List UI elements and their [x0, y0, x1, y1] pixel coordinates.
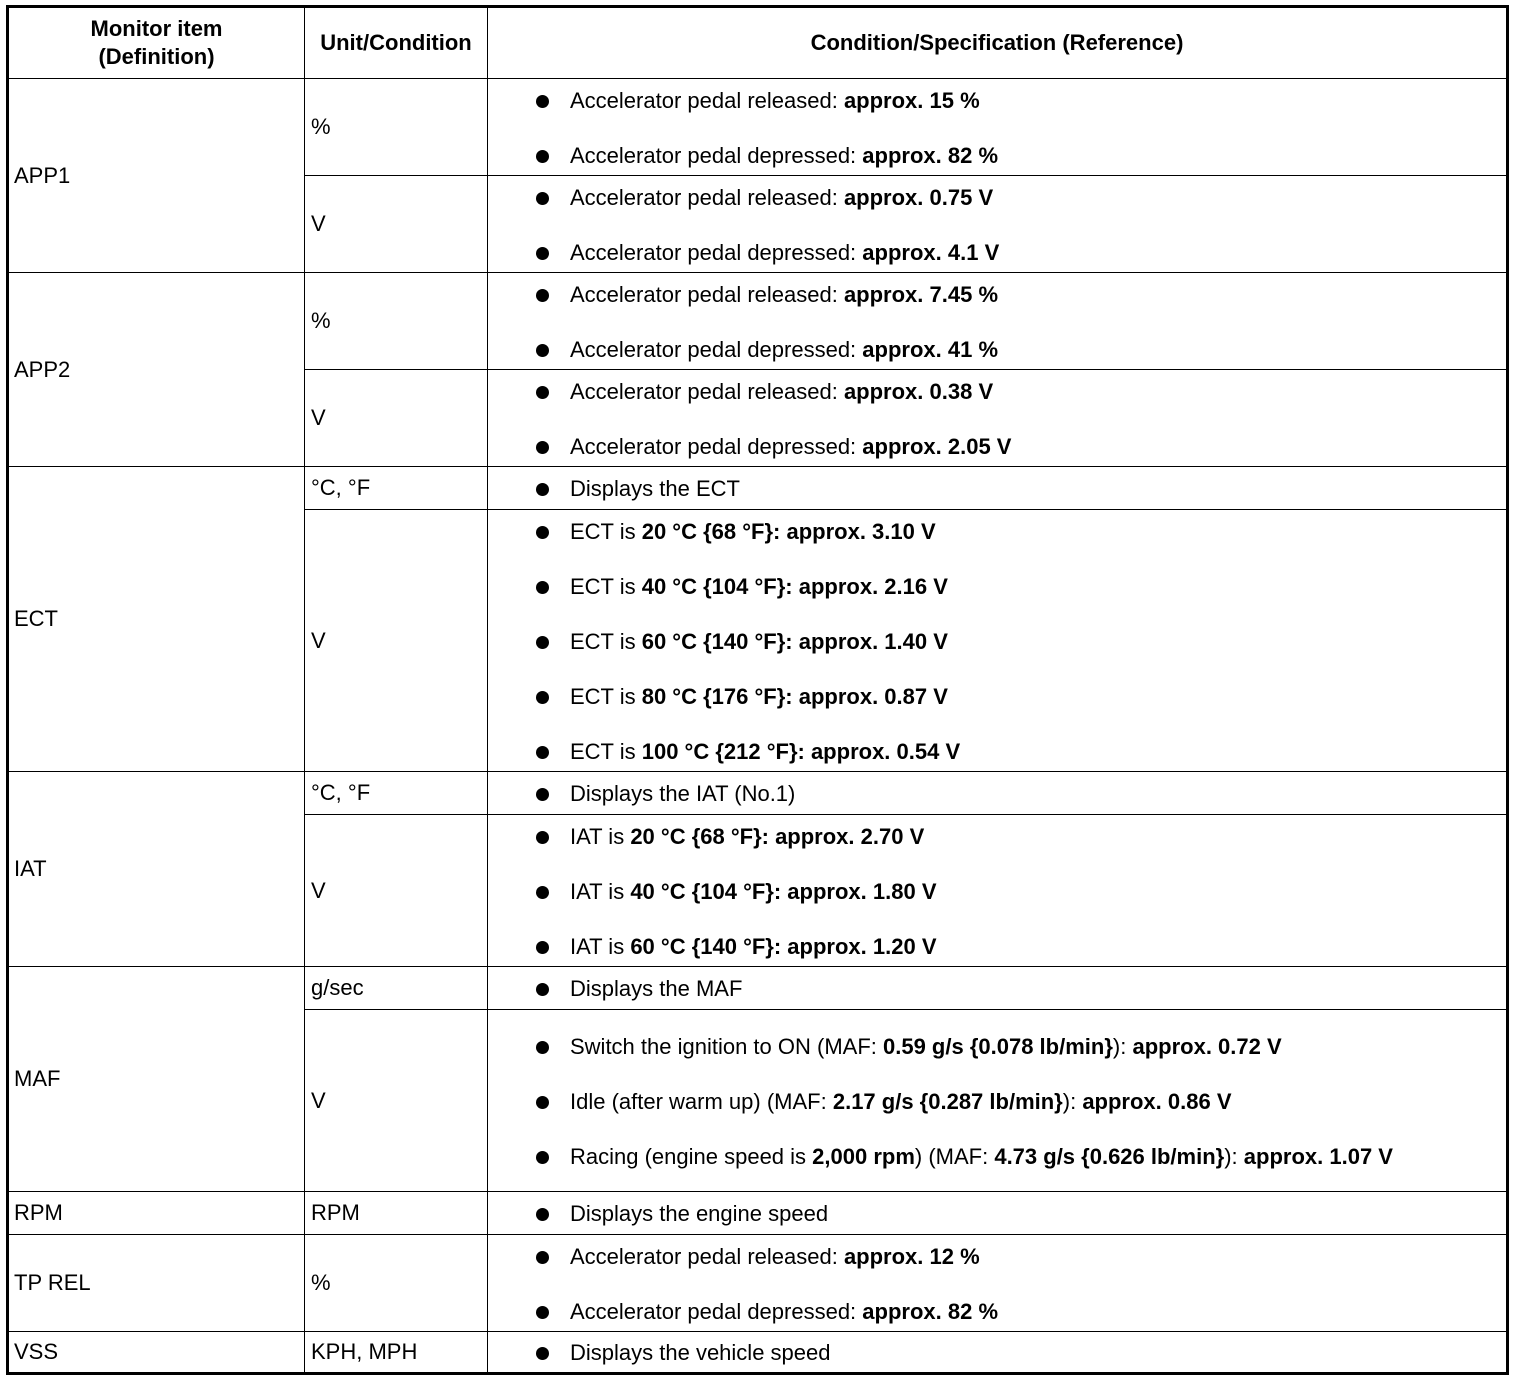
- spec-text: Accelerator pedal depressed:: [570, 142, 863, 168]
- header-unit-condition-label: Unit/Condition: [320, 30, 472, 55]
- spec-list: [536, 87, 1494, 170]
- spec-item: [536, 336, 1494, 364]
- spec-value: approx. 0.72 V: [1132, 1033, 1282, 1059]
- spec-cell: [488, 176, 1508, 273]
- spec-item: [536, 933, 1494, 961]
- spec-list: [536, 184, 1494, 267]
- spec-text: Accelerator pedal released:: [570, 1243, 844, 1269]
- spec-text: ECT is: [570, 683, 642, 709]
- unit-label: V: [311, 1087, 326, 1113]
- monitor-item-cell: [8, 967, 305, 1192]
- spec-list: [536, 1200, 1494, 1228]
- spec-value: approx. 0.86 V: [1082, 1088, 1232, 1114]
- spec-item: [536, 184, 1494, 212]
- unit-label: °C, °F: [311, 475, 371, 500]
- spec-item: [536, 1143, 1494, 1171]
- table-row-rpm: [8, 1192, 1508, 1235]
- spec-text: Displays the vehicle speed: [570, 1340, 831, 1365]
- spec-value: 60 °C {140 °F}: approx. 1.20 V: [630, 933, 937, 959]
- monitor-item-cell: [8, 1235, 305, 1332]
- spec-item: [536, 239, 1494, 267]
- spec-item: [536, 518, 1494, 546]
- spec-text: ):: [1112, 1033, 1133, 1059]
- spec-item: [536, 1243, 1494, 1271]
- spec-value: approx. 7.45 %: [843, 281, 999, 307]
- spec-item: [536, 628, 1494, 656]
- table-row-vss: [8, 1332, 1508, 1374]
- spec-list: [536, 378, 1494, 461]
- spec-item: [536, 475, 1494, 503]
- spec-item: [536, 573, 1494, 601]
- unit-cell: [305, 815, 488, 967]
- spec-value: 2.17 g/s {0.287 lb/min}: [832, 1088, 1063, 1114]
- spec-cell: [488, 273, 1508, 370]
- monitor-item-ect: ECT: [14, 606, 58, 631]
- unit-cell: [305, 79, 488, 176]
- spec-item: [536, 1339, 1494, 1367]
- header-row: [8, 7, 1508, 79]
- spec-list: [536, 975, 1494, 1003]
- spec-text: ECT is: [570, 518, 642, 544]
- spec-value: approx. 0.38 V: [843, 378, 994, 404]
- spec-list: [536, 475, 1494, 503]
- monitor-item-cell: [8, 79, 305, 273]
- spec-text: ):: [1224, 1143, 1244, 1169]
- spec-list: [536, 281, 1494, 364]
- header-monitor-item: [8, 7, 305, 79]
- monitor-item-cell: [8, 772, 305, 967]
- monitor-item-rpm: RPM: [14, 1200, 63, 1225]
- unit-cell: [305, 772, 488, 815]
- spec-text: Displays the IAT (No.1): [570, 781, 796, 806]
- spec-cell: [488, 1235, 1508, 1332]
- header-condition-specification: [488, 7, 1508, 79]
- spec-item: [536, 823, 1494, 851]
- unit-label: RPM: [311, 1200, 360, 1225]
- spec-item: [536, 975, 1494, 1003]
- spec-item: [536, 1200, 1494, 1228]
- spec-item: [536, 142, 1494, 170]
- monitor-item-app2: APP2: [14, 356, 71, 382]
- header-monitor-item-label: Monitor item (Definition): [90, 16, 223, 69]
- unit-label: V: [311, 627, 326, 653]
- spec-text: ):: [1062, 1088, 1083, 1114]
- spec-cell: [488, 370, 1508, 467]
- spec-value: approx. 1.07 V: [1243, 1143, 1393, 1169]
- table-row-app1-percent: [8, 79, 1508, 176]
- spec-text: Accelerator pedal released:: [570, 184, 844, 210]
- spec-text: Displays the MAF: [570, 976, 743, 1001]
- spec-item: [536, 878, 1494, 906]
- unit-label: %: [311, 308, 331, 333]
- table-row-ect-temp: [8, 467, 1508, 510]
- unit-cell: [305, 1332, 488, 1374]
- spec-value: 100 °C {212 °F}: approx. 0.54 V: [641, 738, 961, 764]
- spec-text: Accelerator pedal released:: [570, 281, 844, 307]
- spec-item: [536, 433, 1494, 461]
- spec-value: 80 °C {176 °F}: approx. 0.87 V: [641, 683, 948, 709]
- spec-value: 40 °C {104 °F}: approx. 2.16 V: [641, 573, 948, 599]
- spec-value: approx. 82 %: [862, 1298, 999, 1324]
- unit-label: %: [311, 1270, 331, 1295]
- unit-label: %: [311, 114, 331, 139]
- monitor-item-iat: IAT: [14, 856, 47, 881]
- spec-value: approx. 4.1 V: [862, 239, 1000, 265]
- spec-cell: [488, 1010, 1508, 1192]
- table-row-tp-rel: [8, 1235, 1508, 1332]
- spec-text: Accelerator pedal depressed:: [570, 336, 863, 362]
- unit-label: °C, °F: [311, 780, 371, 805]
- spec-text: ) (MAF:: [914, 1143, 995, 1169]
- spec-text: IAT is: [570, 878, 631, 904]
- spec-text: Idle (after warm up) (MAF:: [570, 1088, 833, 1114]
- spec-value: approx. 2.05 V: [862, 433, 1012, 459]
- monitor-item-app1: APP1: [14, 162, 71, 188]
- unit-label: KPH, MPH: [311, 1339, 418, 1364]
- spec-text: Switch the ignition to ON (MAF:: [570, 1033, 883, 1059]
- spec-item: [536, 87, 1494, 115]
- spec-item: [536, 281, 1494, 309]
- spec-list: [536, 823, 1494, 961]
- spec-cell: [488, 510, 1508, 772]
- spec-text: IAT is: [570, 933, 631, 959]
- spec-value: 40 °C {104 °F}: approx. 1.80 V: [630, 878, 937, 904]
- spec-cell: [488, 1192, 1508, 1235]
- unit-cell: [305, 1192, 488, 1235]
- spec-text: IAT is: [570, 823, 631, 849]
- spec-text: ECT is: [570, 628, 642, 654]
- unit-cell: [305, 467, 488, 510]
- spec-text: Displays the ECT: [570, 476, 740, 501]
- spec-item: [536, 1033, 1494, 1061]
- spec-value: approx. 12 %: [843, 1243, 980, 1269]
- spec-value: approx. 0.75 V: [843, 184, 994, 210]
- spec-value: 0.59 g/s {0.078 lb/min}: [883, 1033, 1113, 1059]
- header-condition-specification-label: Condition/Specification (Reference): [810, 30, 1184, 55]
- spec-text: Accelerator pedal released:: [570, 378, 844, 404]
- spec-text: Accelerator pedal depressed:: [570, 1298, 863, 1324]
- spec-text: Accelerator pedal depressed:: [570, 433, 863, 459]
- unit-label: V: [311, 211, 326, 236]
- spec-value: 20 °C {68 °F}: approx. 2.70 V: [630, 823, 925, 849]
- spec-item: [536, 1298, 1494, 1326]
- spec-cell: [488, 815, 1508, 967]
- spec-value: 20 °C {68 °F}: approx. 3.10 V: [641, 518, 936, 544]
- unit-cell: [305, 273, 488, 370]
- unit-cell: [305, 967, 488, 1010]
- table-row-maf-flow: [8, 967, 1508, 1010]
- spec-value: approx. 41 %: [862, 336, 999, 362]
- header-unit-condition: [305, 7, 488, 79]
- spec-cell: [488, 79, 1508, 176]
- spec-list: [536, 518, 1494, 766]
- spec-value: 60 °C {140 °F}: approx. 1.40 V: [641, 628, 948, 654]
- unit-cell: [305, 176, 488, 273]
- unit-label: V: [311, 877, 326, 903]
- unit-cell: [305, 370, 488, 467]
- monitor-item-cell: [8, 1332, 305, 1374]
- unit-cell: [305, 1010, 488, 1192]
- spec-text: ECT is: [570, 738, 642, 764]
- spec-text: Accelerator pedal depressed:: [570, 239, 863, 265]
- spec-cell: [488, 772, 1508, 815]
- spec-cell: [488, 967, 1508, 1010]
- monitor-item-cell: [8, 273, 305, 467]
- unit-label: g/sec: [311, 975, 364, 1000]
- spec-item: [536, 1088, 1494, 1116]
- spec-text: Accelerator pedal released:: [570, 87, 844, 113]
- spec-item: [536, 378, 1494, 406]
- monitor-item-cell: [8, 1192, 305, 1235]
- spec-text: Displays the engine speed: [570, 1201, 829, 1226]
- monitor-item-table: [6, 5, 1509, 1375]
- spec-cell: [488, 467, 1508, 510]
- spec-list: [536, 1033, 1494, 1171]
- monitor-item-maf: MAF: [14, 1066, 61, 1091]
- spec-text: ECT is: [570, 573, 642, 599]
- spec-item: [536, 738, 1494, 766]
- spec-list: [536, 1243, 1494, 1326]
- spec-list: [536, 1339, 1494, 1367]
- unit-label: V: [311, 405, 326, 430]
- monitor-item-vss: VSS: [14, 1339, 59, 1364]
- spec-text: Racing (engine speed is: [570, 1143, 813, 1169]
- spec-cell: [488, 1332, 1508, 1374]
- spec-value: 2,000 rpm: [812, 1143, 915, 1169]
- monitor-item-tp-rel: TP REL: [14, 1270, 91, 1295]
- unit-cell: [305, 510, 488, 772]
- table-row-iat-temp: [8, 772, 1508, 815]
- monitor-item-cell: [8, 467, 305, 772]
- spec-list: [536, 780, 1494, 808]
- spec-item: [536, 780, 1494, 808]
- spec-value: approx. 15 %: [843, 87, 980, 113]
- spec-value: 4.73 g/s {0.626 lb/min}: [994, 1143, 1225, 1169]
- table-row-app2-percent: [8, 273, 1508, 370]
- spec-value: approx. 82 %: [862, 142, 999, 168]
- spec-item: [536, 683, 1494, 711]
- unit-cell: [305, 1235, 488, 1332]
